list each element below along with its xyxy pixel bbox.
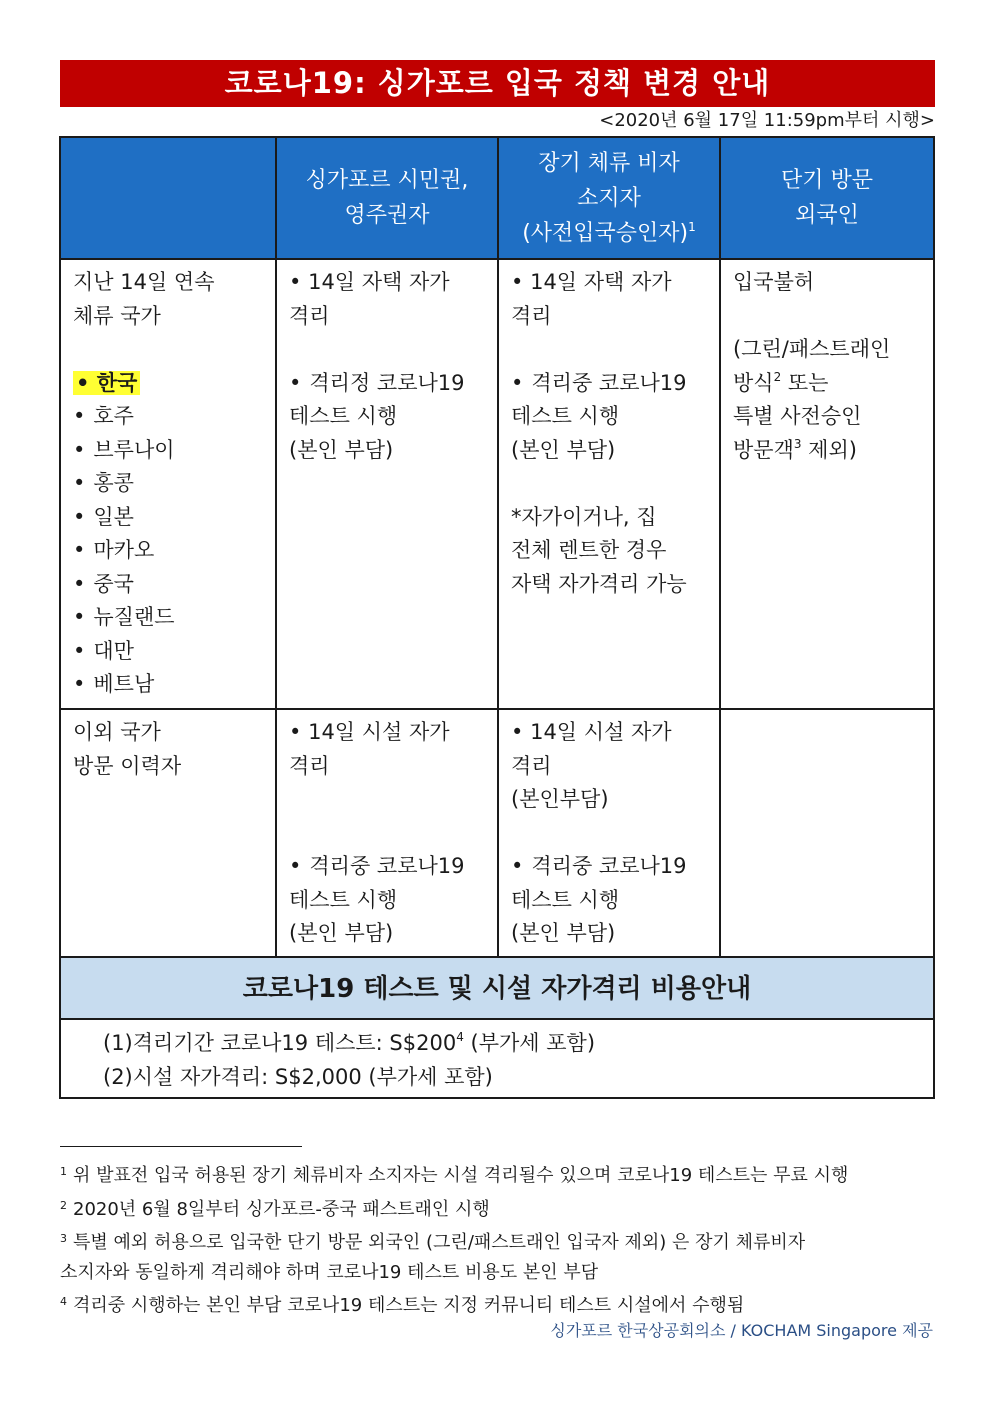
country-item bbox=[73, 668, 265, 702]
header-text: 외국인 bbox=[795, 203, 859, 228]
row1-short-term-cell bbox=[721, 260, 933, 710]
policy-text: 테스트 시행 bbox=[511, 887, 620, 912]
row-label: 이외 국가 bbox=[73, 720, 161, 744]
cost-line-test bbox=[103, 1026, 933, 1060]
bullet-glyph: • bbox=[76, 370, 90, 395]
bullet-glyph: • bbox=[511, 270, 524, 294]
footnote-item bbox=[60, 1191, 940, 1225]
footnote-number: 2 bbox=[60, 1198, 67, 1212]
policy-grid bbox=[61, 138, 933, 958]
policy-text: (본인부담) bbox=[511, 787, 609, 811]
country-item bbox=[73, 568, 265, 602]
policy-bullet bbox=[289, 367, 487, 401]
policy-note: *자가이거나, 집 bbox=[511, 504, 657, 529]
policy-text: 특별 사전승인 bbox=[733, 404, 862, 428]
country-item bbox=[73, 601, 265, 635]
bullet-glyph: • bbox=[73, 571, 86, 596]
footnotes bbox=[60, 1157, 940, 1321]
cost-text: (1)격리기간 코로나19 테스트: S$200 bbox=[103, 1031, 457, 1055]
country-name: 베트남 bbox=[93, 672, 155, 696]
footnote-ref: 3 bbox=[793, 436, 802, 451]
bullet-glyph: • bbox=[73, 404, 86, 428]
footnote-item bbox=[60, 1224, 940, 1258]
country-name: 대만 bbox=[93, 638, 134, 663]
policy-text: 14일 시설 자가 bbox=[530, 720, 672, 744]
country-item-korea bbox=[73, 367, 265, 401]
policy-text: 격리 bbox=[289, 753, 330, 778]
bullet-glyph: • bbox=[289, 370, 302, 395]
policy-bullet bbox=[289, 266, 487, 300]
footnote-number: 3 bbox=[60, 1232, 67, 1245]
policy-text: 14일 자택 자가 bbox=[530, 270, 672, 294]
policy-bullet bbox=[289, 850, 487, 884]
row1-label-cell bbox=[61, 260, 277, 710]
country-name: 홍콩 bbox=[93, 471, 134, 495]
policy-text bbox=[733, 367, 923, 401]
header-text: 소지자 bbox=[577, 185, 641, 211]
policy-note: 자택 자가격리 가능 bbox=[511, 571, 687, 596]
policy-table bbox=[59, 136, 935, 1099]
header-short-term-visitors bbox=[721, 138, 933, 260]
policy-text: 격리중 코로나19 bbox=[531, 370, 687, 395]
header-text-part: (사전입국승인자) bbox=[522, 220, 689, 246]
bullet-glyph: • bbox=[511, 854, 524, 878]
country-item bbox=[73, 501, 265, 535]
bullet-glyph: • bbox=[289, 270, 302, 294]
page-title: 코로나19: 싱가포르 입국 정책 변경 안내 bbox=[60, 60, 935, 107]
policy-text: 격리 bbox=[511, 753, 552, 778]
country-item bbox=[73, 400, 265, 434]
bullet-glyph: • bbox=[73, 504, 86, 529]
policy-text: (본인 부담) bbox=[511, 437, 616, 462]
footnote-item bbox=[60, 1157, 940, 1191]
bullet-glyph: • bbox=[511, 720, 524, 744]
policy-text: 14일 자택 자가 bbox=[308, 270, 450, 294]
policy-text: 14일 시설 자가 bbox=[308, 720, 450, 744]
bullet-glyph: • bbox=[73, 638, 86, 663]
policy-text bbox=[733, 434, 923, 468]
row2-short-term-cell bbox=[721, 710, 933, 958]
policy-text: 격리정 코로나19 bbox=[309, 370, 465, 395]
policy-bullet bbox=[511, 367, 709, 401]
cost-section-body bbox=[61, 1020, 933, 1094]
country-item bbox=[73, 534, 265, 568]
footnote-item-continued bbox=[60, 1258, 940, 1288]
header-text bbox=[522, 216, 696, 251]
policy-text: 테스트 시행 bbox=[289, 404, 398, 428]
footnote-text: 격리중 시행하는 본인 부담 코로나19 테스트는 지정 커뮤니티 테스트 시설에서 수행됨 bbox=[73, 1295, 745, 1316]
footnote-item bbox=[60, 1287, 940, 1321]
bullet-glyph: • bbox=[73, 437, 86, 462]
policy-bullet bbox=[511, 716, 709, 750]
country-name: 마카오 bbox=[93, 538, 155, 562]
bullet-glyph: • bbox=[289, 854, 302, 878]
header-citizens bbox=[277, 138, 499, 260]
header-empty-cell bbox=[61, 138, 277, 260]
policy-text: 테스트 시행 bbox=[511, 404, 620, 428]
bullet-glyph: • bbox=[73, 605, 86, 629]
footnote-text: 소지자와 동일하게 격리해야 하며 코로나19 테스트 비용도 본인 부담 bbox=[60, 1261, 599, 1283]
cost-text: (부가세 포함) bbox=[463, 1031, 596, 1055]
policy-text: 테스트 시행 bbox=[289, 887, 398, 912]
footnote-text: 위 발표전 입국 허용된 장기 체류비자 소지자는 시설 격리될수 있으며 코로나19 테스트는 무료 시행 bbox=[73, 1165, 849, 1186]
footnote-ref: 2 bbox=[773, 369, 782, 384]
policy-text-part: 방문객 bbox=[733, 437, 794, 462]
row1-citizens-cell bbox=[277, 260, 499, 710]
row2-citizens-cell bbox=[277, 710, 499, 958]
row2-long-term-cell bbox=[499, 710, 721, 958]
header-text: 단기 방문 bbox=[780, 168, 873, 193]
cost-section-header: 코로나19 테스트 및 시설 자가격리 비용안내 bbox=[61, 958, 933, 1020]
policy-text: (그린/패스트래인 bbox=[733, 337, 891, 361]
bullet-glyph: • bbox=[73, 538, 86, 562]
country-name: 호주 bbox=[93, 404, 134, 428]
policy-bullet bbox=[289, 716, 487, 750]
footnote-text: 특별 예외 허용으로 입국한 단기 방문 외국인 (그린/패스트래인 입국자 제외) 은 장기 체류비자 bbox=[73, 1232, 806, 1253]
country-item bbox=[73, 434, 265, 468]
header-text: 싱가포르 시민권, bbox=[305, 168, 469, 193]
policy-text: 격리중 코로나19 bbox=[531, 854, 687, 878]
row2-label-cell bbox=[61, 710, 277, 958]
footnote-divider bbox=[60, 1146, 302, 1147]
footnote-text: 2020년 6월 8일부터 싱가포르-중국 패스트래인 시행 bbox=[73, 1198, 490, 1220]
row1-long-term-cell bbox=[499, 260, 721, 710]
policy-text: (본인 부담) bbox=[511, 921, 616, 945]
country-name: 뉴질랜드 bbox=[93, 605, 175, 629]
row-label: 방문 이력자 bbox=[73, 753, 182, 778]
highlighted-country bbox=[73, 371, 140, 395]
policy-note: 전체 렌트한 경우 bbox=[511, 538, 667, 562]
bullet-glyph: • bbox=[289, 720, 302, 744]
country-name: 브루나이 bbox=[93, 437, 175, 462]
country-name: 한국 bbox=[96, 370, 138, 395]
bullet-glyph: • bbox=[73, 471, 86, 495]
country-item bbox=[73, 467, 265, 501]
policy-text-part: 제외) bbox=[801, 437, 857, 462]
policy-text-part: 방식 bbox=[733, 370, 774, 395]
policy-text: (본인 부담) bbox=[289, 921, 394, 945]
effective-date: <2020년 6월 17일 11:59pm부터 시행> bbox=[599, 110, 935, 131]
policy-text: 격리 bbox=[511, 303, 552, 328]
policy-text: 격리중 코로나19 bbox=[309, 854, 465, 878]
header-text: 장기 체류 비자 bbox=[538, 150, 680, 176]
header-text: 영주권자 bbox=[344, 203, 430, 228]
policy-text: (본인 부담) bbox=[289, 437, 394, 462]
bullet-glyph: • bbox=[511, 370, 524, 395]
bullet-glyph: • bbox=[73, 672, 86, 696]
header-long-term-visa bbox=[499, 138, 721, 260]
policy-text: 입국불허 bbox=[733, 270, 815, 294]
country-name: 중국 bbox=[93, 571, 134, 596]
policy-text: 격리 bbox=[289, 303, 330, 328]
policy-bullet bbox=[511, 850, 709, 884]
footnote-ref: 4 bbox=[456, 1030, 464, 1044]
row-label: 체류 국가 bbox=[73, 303, 161, 328]
footnote-ref: 1 bbox=[688, 219, 696, 234]
policy-bullet bbox=[511, 266, 709, 300]
country-item bbox=[73, 635, 265, 669]
country-name: 일본 bbox=[93, 504, 134, 529]
footnote-number: 4 bbox=[60, 1295, 67, 1308]
row-label: 지난 14일 연속 bbox=[73, 270, 215, 294]
policy-text-part: 또는 bbox=[781, 370, 829, 395]
footnote-number: 1 bbox=[60, 1165, 67, 1178]
source-credit: 싱가포르 한국상공회의소 / KOCHAM Singapore 제공 bbox=[550, 1321, 933, 1340]
cost-line-quarantine: (2)시설 자가격리: S$2,000 (부가세 포함) bbox=[103, 1065, 493, 1089]
